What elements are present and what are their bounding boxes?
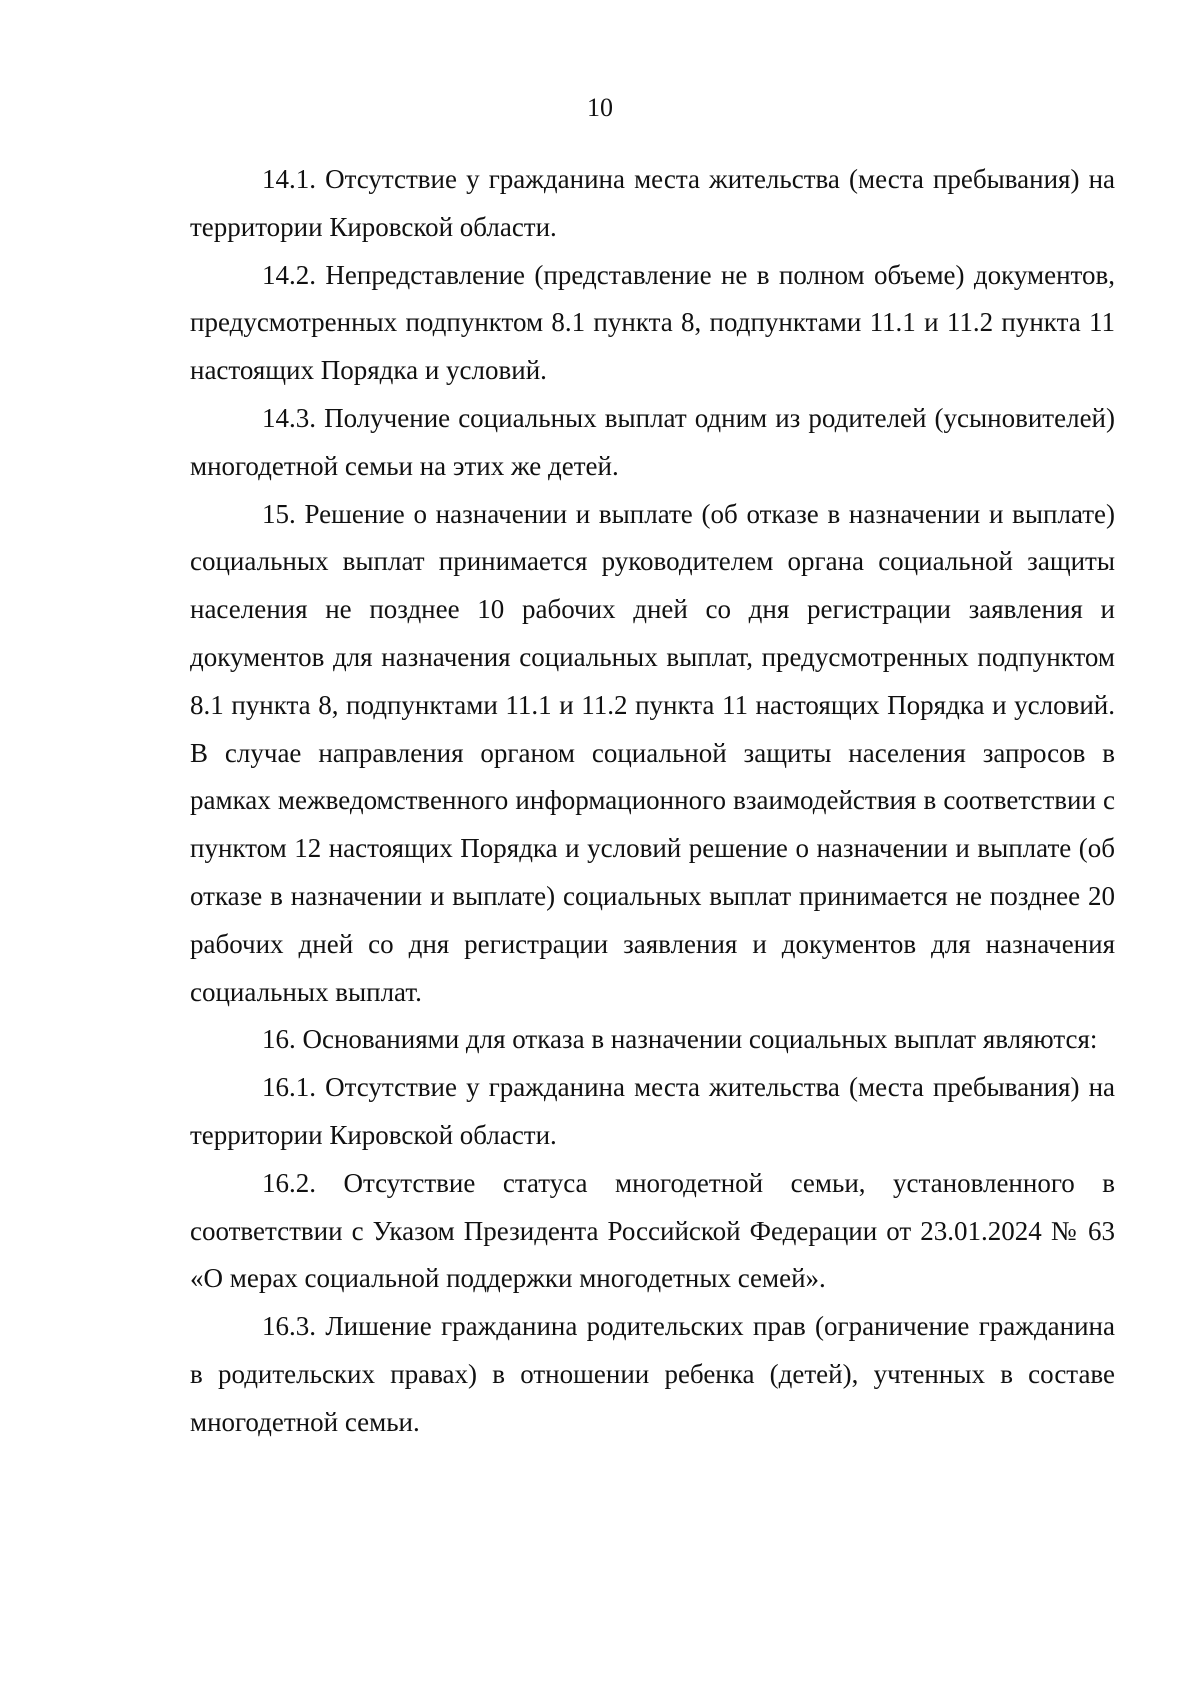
page-number: 10 bbox=[587, 93, 613, 122]
paragraph-14-3: 14.3. Получение социальных выплат одним из родителей (усыновителей) многодетной семьи на этих же детей. bbox=[190, 402, 1115, 481]
paragraph-16-1: 16.1. Отсутствие у гражданина места жительства (места пребывания) на территории Кировской области. bbox=[190, 1072, 1115, 1150]
paragraph-16: 16. Основаниями для отказа в назначении социальных выплат являются: bbox=[262, 1024, 1098, 1055]
paragraph-16-2: 16.2. Отсутствие статуса многодетной семьи, установленного в соответствии с Указом Президента Российской Федерации от 23.01.2024 № 63 «О мерах социальной поддержки многодетных семей». bbox=[190, 1167, 1115, 1294]
paragraph-15: 15. Решение о назначении и выплате (об отказе в назначении и выплате) социальных выплат принимается руководителем органа социальной защиты населения не позднее 10 рабочих дней со дня регистрации заявления и документов для назначения социальных выплат, предусмотренных подпунктом 8.1 пункта 8, подпунктами 11.1 и 11.2 пункта 11 настоящих Порядка и условий. В случае направления органом социальной защиты населения запросов в рамках межведомственного информационного взаимодействия в соответствии с пунктом 12 настоящих Порядка и условий решение о назначении и выплате (об отказе в назначении и выплате) социальных выплат принимается не позднее 20 рабочих дней со дня регистрации заявления и документов для назначения социальных выплат. bbox=[190, 498, 1115, 1007]
paragraph-14-2: 14.2. Непредставление (представление не в полном объеме) документов, предусмотренных подпунктом 8.1 пункта 8, подпунктами 11.1 и 11.2 пункта 11 настоящих Порядка и условий. bbox=[190, 259, 1115, 386]
document-body bbox=[190, 156, 1115, 1447]
paragraph-16-3: 16.3. Лишение гражданина родительских прав (ограничение гражданина в родительских правах) в отношении ребенка (детей), учтенных в составе многодетной семьи. bbox=[190, 1311, 1115, 1437]
paragraph-14-1: 14.1. Отсутствие у гражданина места жительства (места пребывания) на территории Кировской области. bbox=[190, 164, 1115, 242]
